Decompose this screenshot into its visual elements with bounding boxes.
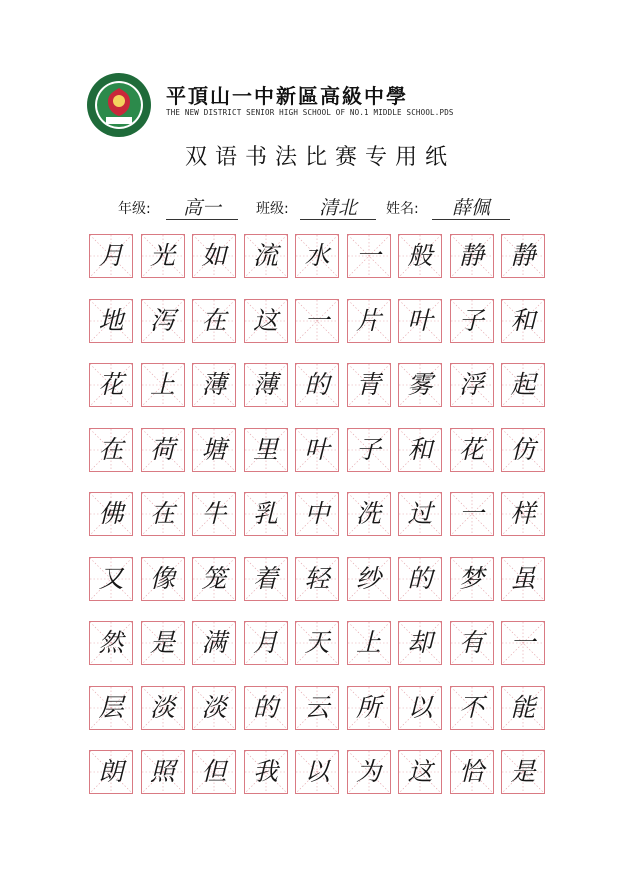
handwritten-character: 样 (510, 499, 536, 528)
grid-cell[interactable] (295, 299, 339, 343)
handwritten-character: 虽 (510, 563, 536, 593)
grid-cell[interactable] (501, 492, 545, 536)
school-name-cn: 平頂山一中新區高級中學 (166, 84, 408, 108)
handwritten-character: 塘 (201, 434, 227, 464)
grid-cell[interactable] (347, 363, 391, 407)
handwritten-character: 层 (98, 692, 124, 722)
grid-cell[interactable] (89, 363, 133, 407)
handwritten-character: 青 (355, 370, 381, 399)
grid-cell[interactable] (450, 686, 494, 730)
grid-cell[interactable] (89, 492, 133, 536)
handwritten-character: 是 (510, 757, 536, 786)
grid-cell[interactable] (398, 750, 442, 794)
handwritten-character: 梦 (458, 563, 484, 593)
grid-cell[interactable] (244, 234, 288, 278)
handwritten-character: 有 (458, 628, 484, 657)
grid-cell[interactable] (295, 686, 339, 730)
handwritten-character: 仿 (510, 434, 536, 464)
handwritten-character: 薄 (252, 370, 278, 399)
grid-cell[interactable] (347, 621, 391, 665)
grid-cell[interactable] (192, 299, 236, 343)
handwritten-character: 的 (304, 370, 330, 399)
handwritten-character: 过 (407, 499, 433, 528)
handwritten-character: 上 (355, 628, 381, 657)
handwritten-character: 浮 (458, 370, 484, 399)
grade-field (118, 196, 248, 220)
grid-cell[interactable] (501, 299, 545, 343)
grid-cell[interactable] (89, 234, 133, 278)
grid-cell[interactable] (192, 363, 236, 407)
handwritten-character: 一 (304, 305, 330, 335)
grid-cell[interactable] (501, 750, 545, 794)
class-label: 班级: (256, 201, 289, 217)
grid-cell[interactable] (501, 363, 545, 407)
grid-cell[interactable] (450, 428, 494, 472)
grid-cell[interactable] (89, 557, 133, 601)
calligraphy-grid (89, 234, 549, 814)
handwritten-character: 子 (355, 434, 381, 464)
handwritten-character: 但 (201, 757, 227, 786)
grid-cell[interactable] (244, 621, 288, 665)
handwritten-character: 水 (304, 241, 330, 270)
handwritten-character: 中 (304, 499, 330, 528)
grid-cell[interactable] (244, 428, 288, 472)
grid-cell[interactable] (192, 557, 236, 601)
grid-cell[interactable] (295, 234, 339, 278)
grid-cell[interactable] (398, 299, 442, 343)
grid-cell[interactable] (450, 557, 494, 601)
grid-cell[interactable] (347, 428, 391, 472)
handwritten-character: 洗 (355, 499, 381, 528)
grid-cell[interactable] (192, 750, 236, 794)
handwritten-character: 般 (407, 241, 433, 270)
grid-cell[interactable] (192, 428, 236, 472)
handwritten-character: 云 (304, 692, 330, 722)
grid-cell[interactable] (398, 428, 442, 472)
grid-cell[interactable] (141, 686, 185, 730)
grid-cell[interactable] (450, 492, 494, 536)
grid-cell[interactable] (398, 686, 442, 730)
grid-row (89, 363, 549, 407)
handwritten-character: 不 (458, 692, 484, 722)
handwritten-character: 叶 (304, 434, 330, 464)
handwritten-character: 在 (201, 305, 227, 335)
grid-cell[interactable] (501, 234, 545, 278)
handwritten-character: 一 (510, 628, 536, 657)
grid-cell[interactable] (501, 428, 545, 472)
grid-cell[interactable] (347, 750, 391, 794)
grade-value[interactable]: 高一 (166, 197, 238, 220)
grid-cell[interactable] (89, 686, 133, 730)
grid-cell[interactable] (141, 621, 185, 665)
handwritten-character: 一 (458, 499, 484, 528)
handwritten-character: 满 (201, 628, 227, 657)
grid-cell[interactable] (501, 686, 545, 730)
name-value[interactable]: 薛佩 (432, 197, 510, 220)
grid-cell[interactable] (89, 428, 133, 472)
grid-cell[interactable] (141, 750, 185, 794)
grid-cell[interactable] (141, 363, 185, 407)
school-name-en: THE NEW DISTRICT SENIOR HIGH SCHOOL OF NO.1 MIDDLE SCHOOL.PDS (166, 108, 454, 117)
grid-cell[interactable] (244, 492, 288, 536)
grid-cell[interactable] (450, 234, 494, 278)
handwritten-character: 薄 (201, 370, 227, 399)
grid-cell[interactable] (347, 492, 391, 536)
grid-cell[interactable] (141, 234, 185, 278)
grid-cell[interactable] (398, 492, 442, 536)
handwritten-character: 能 (510, 692, 536, 722)
handwritten-character: 然 (98, 628, 124, 657)
grid-row (89, 299, 549, 343)
handwritten-character: 这 (407, 757, 433, 786)
handwritten-character: 起 (510, 370, 536, 399)
grid-cell[interactable] (295, 492, 339, 536)
grid-cell[interactable] (89, 750, 133, 794)
handwritten-character: 像 (149, 563, 175, 593)
handwritten-character: 光 (149, 241, 175, 270)
grid-cell[interactable] (450, 750, 494, 794)
grid-cell[interactable] (244, 363, 288, 407)
name-field (386, 196, 526, 220)
handwritten-character: 的 (407, 563, 433, 593)
grid-cell[interactable] (244, 299, 288, 343)
handwritten-character: 佛 (98, 499, 124, 528)
grid-cell[interactable] (450, 299, 494, 343)
handwritten-character: 在 (98, 434, 124, 464)
grid-cell[interactable] (141, 492, 185, 536)
grid-cell[interactable] (141, 428, 185, 472)
handwritten-character: 笼 (201, 563, 227, 593)
handwritten-character: 月 (98, 241, 124, 270)
handwritten-character: 是 (149, 628, 175, 657)
handwritten-character: 照 (149, 757, 175, 786)
handwritten-character: 天 (304, 628, 330, 657)
handwritten-character: 纱 (355, 563, 381, 593)
grid-cell[interactable] (295, 621, 339, 665)
handwritten-character: 花 (98, 370, 124, 399)
handwritten-character: 恰 (458, 757, 484, 786)
handwritten-character: 片 (355, 305, 381, 335)
handwritten-character: 着 (252, 563, 278, 593)
handwritten-character: 花 (458, 434, 484, 464)
grid-cell[interactable] (347, 299, 391, 343)
grid-cell[interactable] (347, 557, 391, 601)
info-fields (118, 196, 538, 222)
grid-cell[interactable] (295, 428, 339, 472)
handwritten-character: 的 (252, 692, 278, 722)
handwritten-character: 淡 (149, 692, 175, 722)
handwritten-character: 却 (407, 628, 433, 657)
handwritten-character: 又 (98, 563, 124, 593)
handwritten-character: 荷 (149, 434, 175, 464)
handwritten-character: 里 (252, 434, 278, 464)
handwritten-character: 静 (510, 241, 536, 270)
grid-cell[interactable] (244, 750, 288, 794)
page-title: 双语书法比赛专用纸 (184, 145, 455, 170)
grid-row (89, 621, 549, 665)
grid-cell[interactable] (450, 363, 494, 407)
grid-cell[interactable] (295, 750, 339, 794)
grid-row (89, 686, 549, 730)
handwritten-character: 一 (355, 241, 381, 270)
grid-cell[interactable] (450, 621, 494, 665)
handwritten-character: 这 (252, 305, 278, 335)
handwritten-character: 地 (98, 305, 124, 335)
grid-cell[interactable] (501, 621, 545, 665)
grid-cell[interactable] (501, 557, 545, 601)
handwritten-character: 我 (252, 757, 278, 786)
grade-label: 年级: (118, 201, 151, 217)
grid-row (89, 428, 549, 472)
grid-cell[interactable] (141, 557, 185, 601)
handwritten-character: 泻 (149, 305, 175, 335)
handwritten-character: 牛 (201, 499, 227, 528)
grid-cell[interactable] (347, 234, 391, 278)
handwritten-character: 雾 (407, 370, 433, 399)
grid-cell[interactable] (295, 363, 339, 407)
handwritten-character: 上 (149, 370, 175, 399)
handwritten-character: 在 (149, 499, 175, 528)
grid-cell[interactable] (192, 492, 236, 536)
grid-row (89, 492, 549, 536)
grid-cell[interactable] (398, 234, 442, 278)
grid-cell[interactable] (141, 299, 185, 343)
grid-row (89, 557, 549, 601)
handwritten-character: 叶 (407, 305, 433, 335)
handwritten-character: 子 (458, 305, 484, 335)
handwritten-character: 月 (252, 628, 278, 657)
grid-cell[interactable] (192, 686, 236, 730)
grid-cell[interactable] (192, 234, 236, 278)
name-label: 姓名: (386, 201, 419, 217)
grid-cell[interactable] (295, 557, 339, 601)
grid-cell[interactable] (244, 557, 288, 601)
handwritten-character: 以 (304, 757, 330, 786)
grid-row (89, 750, 549, 794)
handwritten-character: 静 (458, 241, 484, 270)
class-field (256, 196, 396, 220)
grid-cell[interactable] (398, 621, 442, 665)
grid-cell[interactable] (347, 686, 391, 730)
handwritten-character: 所 (355, 692, 381, 722)
school-logo (86, 72, 152, 138)
grid-cell[interactable] (89, 299, 133, 343)
handwritten-character: 朗 (98, 757, 124, 786)
handwritten-character: 和 (407, 434, 433, 464)
handwritten-character: 淡 (201, 692, 227, 722)
handwritten-character: 为 (355, 757, 381, 786)
grid-row (89, 234, 549, 278)
handwritten-character: 流 (252, 241, 278, 270)
class-value[interactable]: 清北 (300, 197, 376, 220)
grid-cell[interactable] (398, 363, 442, 407)
grid-cell[interactable] (89, 621, 133, 665)
handwritten-character: 乳 (252, 499, 278, 528)
grid-cell[interactable] (398, 557, 442, 601)
handwritten-character: 如 (201, 241, 227, 270)
handwritten-character: 以 (407, 692, 433, 722)
handwritten-character: 和 (510, 305, 536, 335)
grid-cell[interactable] (244, 686, 288, 730)
grid-cell[interactable] (192, 621, 236, 665)
handwritten-character: 轻 (304, 563, 330, 593)
